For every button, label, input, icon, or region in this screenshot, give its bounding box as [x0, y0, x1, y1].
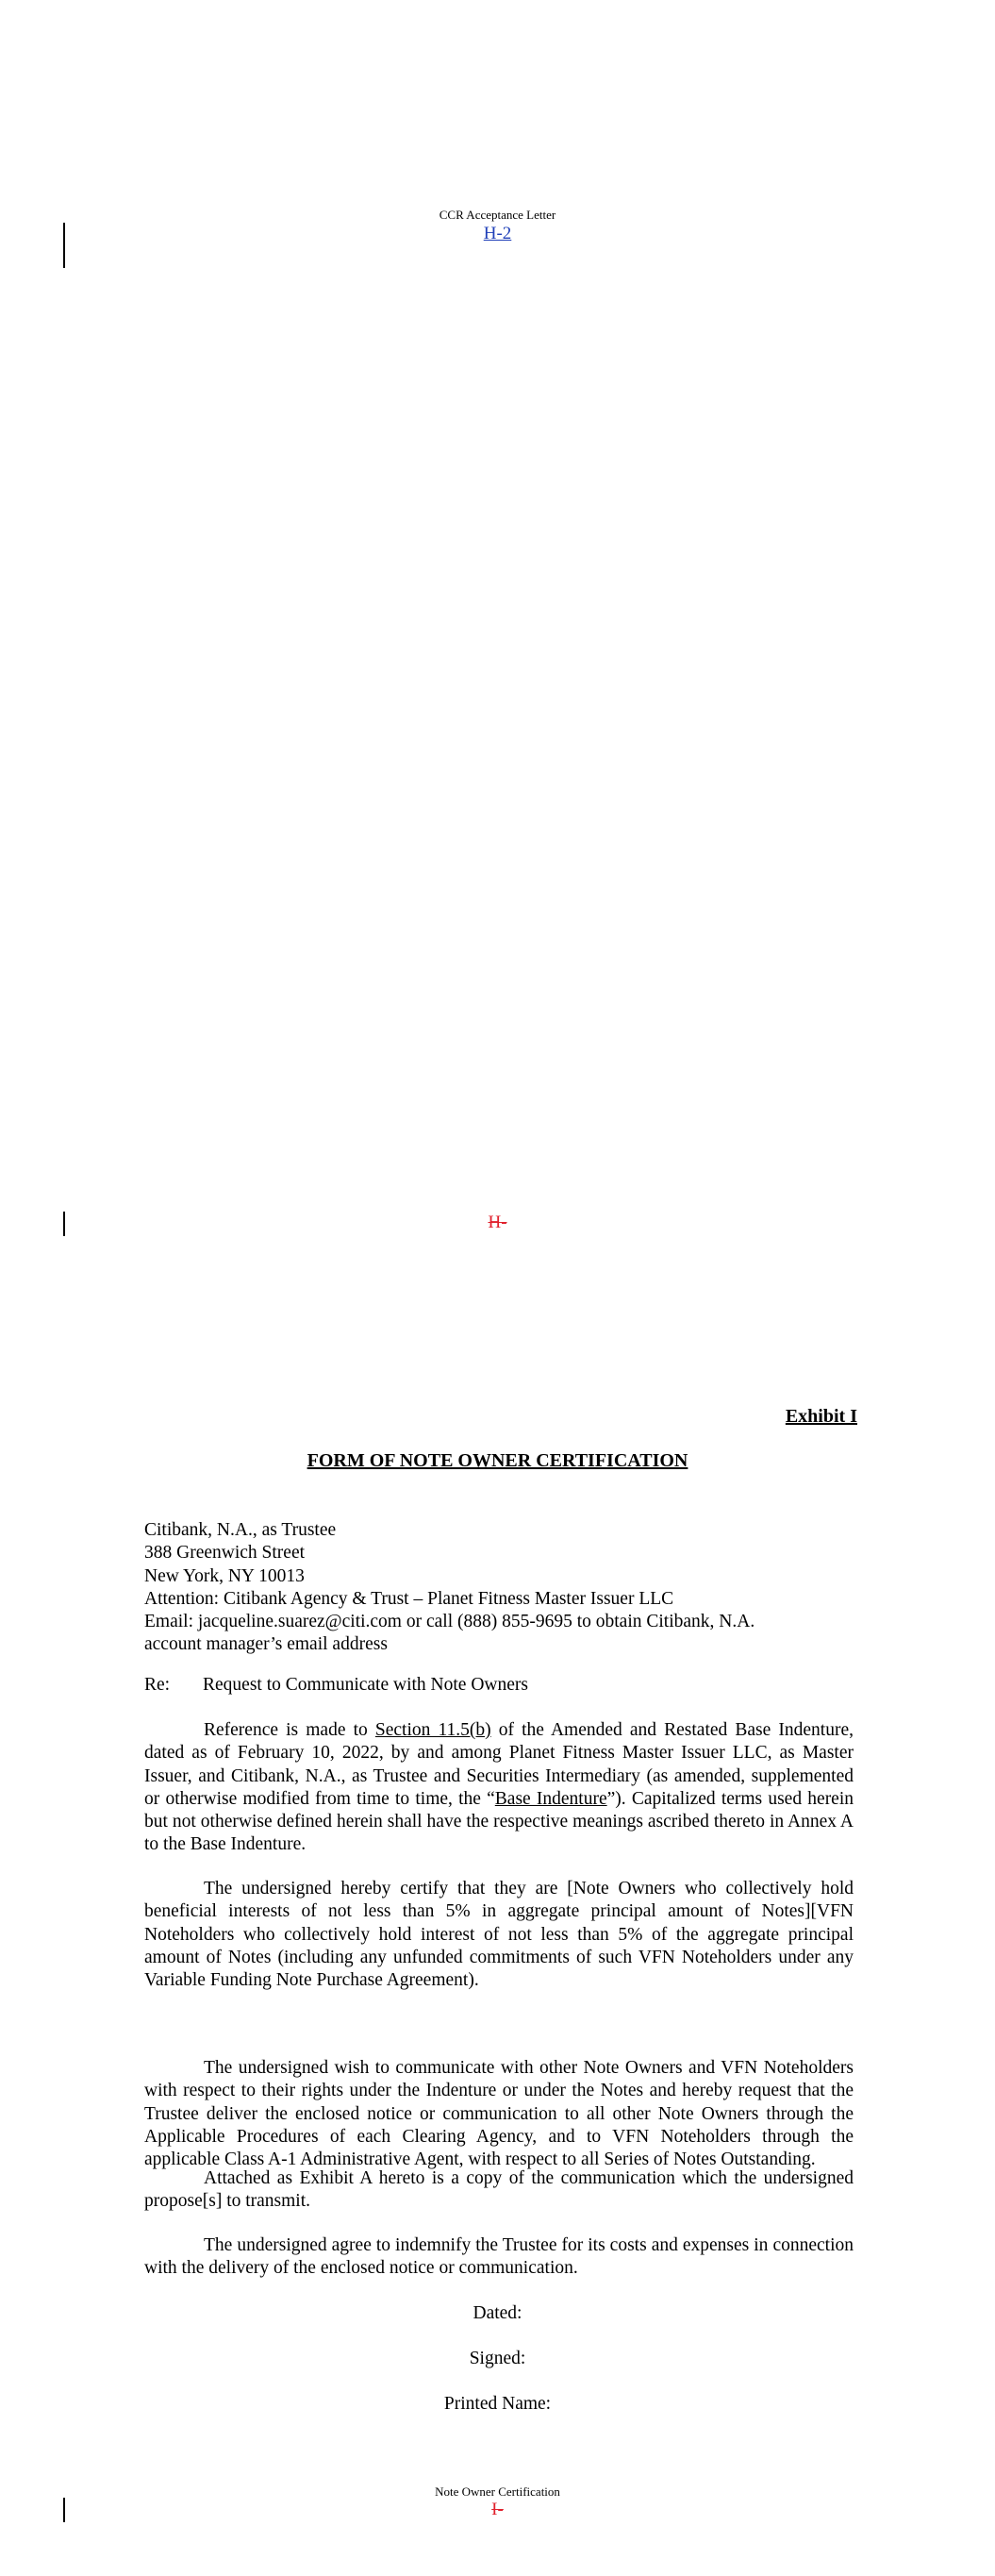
re-line	[144, 1674, 854, 1697]
signed-label: Signed:	[469, 2349, 526, 2368]
form-title: FORM OF NOTE OWNER CERTIFICATION	[307, 1450, 688, 1471]
dated-label: Dated:	[473, 2303, 522, 2323]
paragraph-reference: Reference is made to Section 11.5(b) of the Amended and Restated Base Indenture, dated as of February 10, 2022, by and among Planet Fitness Master Issuer LLC, as Master Issuer, and Citibank, N.A., as Trustee and Securities Intermediary (as amended, supplemented or otherwise modified from time to time, the “Base Indenture”). Capitalized terms used herein but not otherwise defined herein shall have the respective meanings ascribed thereto in Annex A to the Base Indenture.	[144, 1720, 854, 1855]
page-footer-label: CCR Acceptance Letter	[439, 208, 556, 222]
address-line: Attention: Citibank Agency & Trust – Planet Fitness Master Issuer LLC	[144, 1588, 674, 1609]
paragraph-certification: The undersigned hereby certify that they are [Note Owners who collectively hold beneficial interests of not less than 5% in aggregate principal amount of Notes][VFN Noteholders who collectively hold interest of not less than 5% of the aggregate principal amount of Notes (including any unfunded commitments of such VFN Noteholders under any Variable Funding Note Purchase Agreement).	[144, 1879, 854, 1991]
paragraph-attachment: Attached as Exhibit A hereto is a copy of the communication which the undersigned propose[s] to transmit.	[144, 2168, 854, 2212]
defined-term: Base Indenture	[494, 1788, 607, 1809]
section-reference: Section 11.5(b)	[374, 1720, 491, 1740]
printed-name-label: Printed Name:	[443, 2394, 552, 2414]
paragraph-communication: The undersigned wish to communicate with other Note Owners and VFN Noteholders with respect to their rights under the Indenture or under the Notes and hereby request that the Trustee deliver the enclosed notice or communication to all other Note Owners through the Applicable Procedures of each Clearing Agency, and to VFN Noteholders through the applicable Class A-1 Administrative Agent, with respect to all Series of Notes Outstanding.	[144, 2058, 854, 2170]
exhibit-label: Exhibit I	[785, 1406, 857, 1427]
address-line: Citibank, N.A., as Trustee	[144, 1520, 337, 1540]
deleted-page-number: I-	[491, 2500, 504, 2519]
address-line: account manager’s email address	[144, 1634, 388, 1655]
re-label: Re:	[144, 1675, 171, 1695]
address-block	[144, 1519, 854, 1657]
re-text: Request to Communicate with Note Owners	[203, 1675, 528, 1695]
deleted-page-number: H-	[488, 1213, 507, 1232]
page-footer-label: Note Owner Certification	[435, 2484, 560, 2499]
address-line: Email: jacqueline.suarez@citi.com or call (888) 855-9695 to obtain Citibank, N.A.	[144, 1612, 755, 1632]
paragraph-indemnity: The undersigned agree to indemnify the Trustee for its costs and expenses in connection with the delivery of the enclosed notice or communication.	[144, 2235, 854, 2279]
address-line: 388 Greenwich Street	[144, 1543, 306, 1564]
page-number: H-2	[483, 224, 512, 243]
address-line: New York, NY 10013	[144, 1565, 305, 1586]
